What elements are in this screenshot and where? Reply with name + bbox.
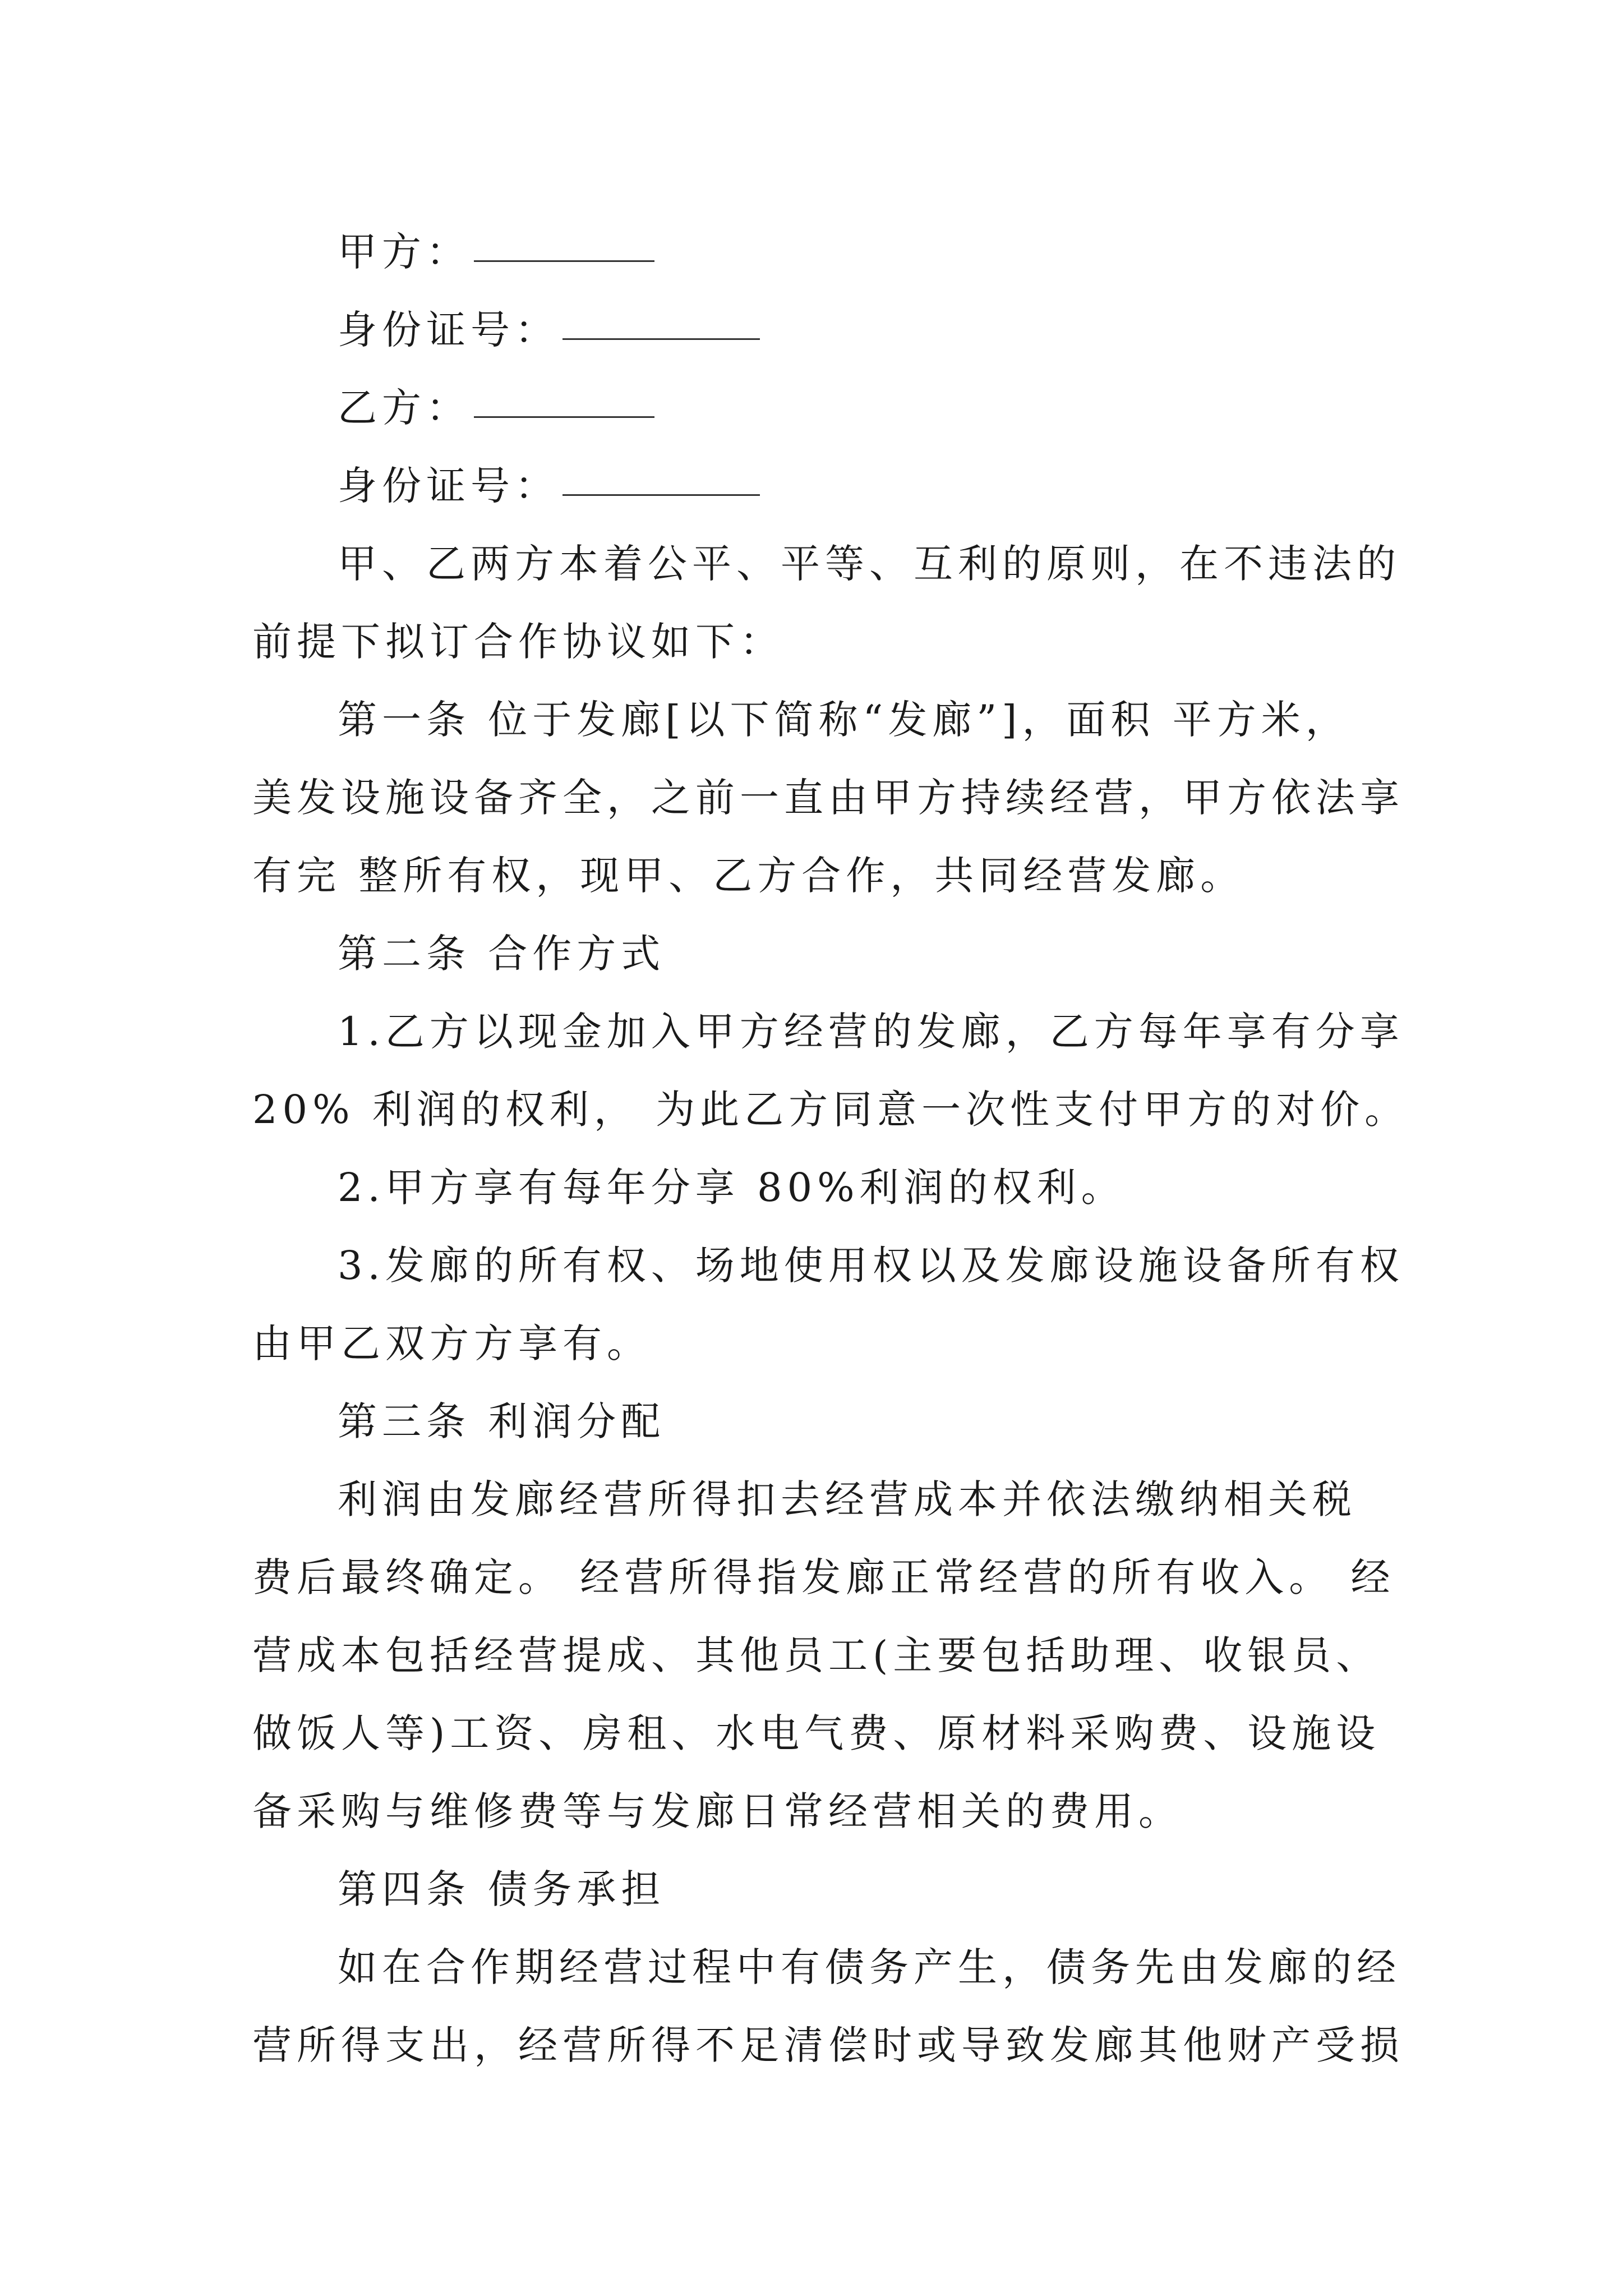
party-b-id-blank[interactable] — [562, 494, 760, 496]
party-b-label: 乙方： — [338, 385, 471, 431]
party-a-id-label: 身份证号： — [338, 307, 559, 353]
party-a-blank[interactable] — [474, 260, 654, 262]
article-1-line-2: 美发设施设备齐全，之前一直由甲方持续经营，甲方依法享 — [252, 775, 1404, 821]
article-4-heading: 第四条 债务承担 — [338, 1866, 666, 1912]
article-1-line-1: 第一条 位于发廊[以下简称“发廊”]，面积 平方米， — [338, 697, 1350, 743]
preamble-line-1: 甲、乙两方本着公平、平等、互利的原则，在不违法的 — [338, 541, 1401, 587]
party-a-id-field — [252, 291, 1380, 369]
article-3-line-1: 利润由发廊经营所得扣去经营成本并依法缴纳相关税 — [338, 1476, 1357, 1522]
article-4-line-2: 营所得支出，经营所得不足清偿时或导致发廊其他财产受损 — [252, 2022, 1404, 2068]
agreement-content — [252, 213, 1409, 2085]
article-3-line-2: 费后最终确定。 经营所得指发廊正常经营的所有收入。 经 — [252, 1554, 1395, 1600]
party-b-field — [252, 369, 1380, 447]
article-3-line-3: 营成本包括经营提成、其他员工(主要包括助理、收银员、 — [252, 1632, 1381, 1678]
party-a-field — [252, 213, 1380, 291]
party-a-id-blank[interactable] — [562, 338, 760, 340]
article-1-line-3: 有完 整所有权，现甲、乙方合作，共同经营发廊。 — [252, 853, 1245, 899]
article-2-item-2: 2.甲方享有每年分享 80%利润的权利。 — [338, 1165, 1126, 1211]
party-b-blank[interactable] — [474, 416, 654, 418]
article-2-item-3-line-1: 3.发廊的所有权、场地使用权以及发廊设施设备所有权 — [338, 1243, 1404, 1289]
article-2-item-1-line-1: 1.乙方以现金加入甲方经营的发廊，乙方每年享有分享 — [338, 1009, 1404, 1055]
party-b-id-label: 身份证号： — [338, 463, 559, 509]
article-3-heading: 第三条 利润分配 — [338, 1398, 666, 1444]
article-3-line-5: 备采购与维修费等与发廊日常经营相关的费用。 — [252, 1788, 1183, 1834]
article-2-item-3-line-2: 由甲乙双方方享有。 — [252, 1320, 651, 1366]
article-2-item-1-line-2: 20% 利润的权利， 为此乙方同意一次性支付甲方的对价。 — [252, 1087, 1409, 1133]
preamble-line-2: 前提下拟订合作协议如下： — [252, 619, 784, 665]
article-4-line-1: 如在合作期经营过程中有债务产生，债务先由发廊的经 — [338, 1944, 1401, 1990]
article-2-heading: 第二条 合作方式 — [338, 931, 666, 977]
party-a-label: 甲方： — [338, 229, 471, 275]
party-b-id-field — [252, 447, 1380, 525]
article-3-line-4: 做饭人等)工资、房租、水电气费、原材料采购费、设施设 — [252, 1710, 1381, 1756]
